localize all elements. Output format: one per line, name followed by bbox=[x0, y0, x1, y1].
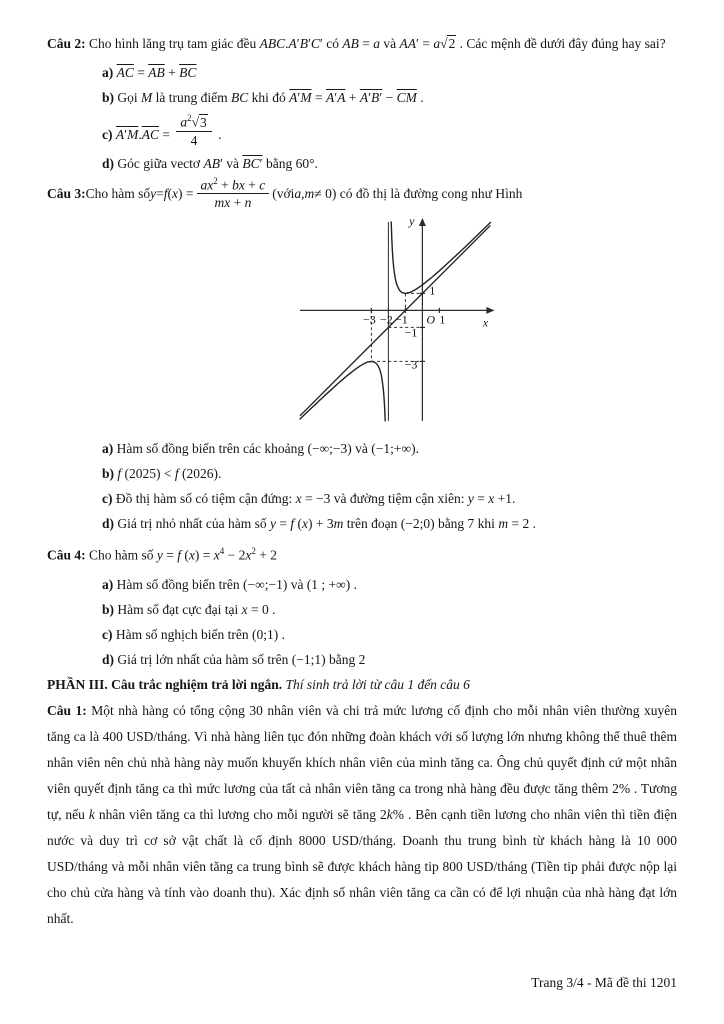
graph-label: x bbox=[482, 315, 489, 330]
page-footer: Trang 3/4 - Mã đề thi 1201 bbox=[531, 975, 677, 990]
graph-label: −3 bbox=[363, 312, 376, 327]
q4-statement-a: a) Hàm số đồng biến trên (−∞;−1) và (1 ; +∞) . bbox=[102, 576, 358, 592]
question-3-intro: Câu 3: Cho hàm số y = f ( x ) = $\frac{ax^2 + bx + c}{mx + n}$ (với a , m ≠ 0) có đồ thị là đường cong như Hình bbox=[47, 175, 523, 211]
q4-statement-d: d) Giá trị lớn nhất của hàm số trên (−1;1) bằng 2 bbox=[102, 651, 366, 667]
upper-branch bbox=[391, 222, 490, 293]
graph-label: −2 bbox=[380, 312, 393, 327]
graph-label: 1 bbox=[439, 312, 446, 327]
q3-statement-d: d) Giá trị nhỏ nhất của hàm số y = f (x) + 3m trên đoạn (−2;0) bằng 7 khi m = 2 . bbox=[102, 516, 536, 532]
question-4-statements bbox=[47, 572, 677, 672]
question-3-statements bbox=[47, 436, 677, 536]
q3-statement-b: b) f (2025) < f (2026). bbox=[102, 466, 222, 482]
lower-branch bbox=[300, 362, 385, 422]
graph-label: y bbox=[409, 215, 415, 229]
question-1-word-problem: Câu 1: Một nhà hàng có tổng cộng 30 nhân viên và chi trả mức lương cố định cho mỗi nhân viên thường xuyên tăng ca là 400 USD/tháng. Vì nhà hàng liên tục đón những đoàn khách với số lượng lớn nhưng không thể thuê thêm nhân viên nên chủ nhà hàng này muốn khuyến khích nhân viên của mình tăng ca. Ông chủ quyết định cứ một nhân viên quyết định tăng ca thì mức lương của tất cả nhân viên tăng ca trong nhà hàng đều được tăng thêm 2% . Tương tự, nếu k nhân viên tăng ca thì lương cho mỗi người sẽ tăng 2k% . Bên cạnh tiền lương cho nhân viên thì tiền điện nước và duy trì cơ sở vật chất là cố định 8000 USD/tháng. Doanh thu trung bình từ khách hàng là 10 000 USD/tháng và mỗi nhân viên tăng ca trung bình sẽ được khách hàng tip 800 USD/tháng (Tiền tip phải được nộp lại cho chủ cửa hàng và tính vào doanh thu). Xác định số nhân viên tăng ca cần có để lợi nhuận của nhà hàng đạt lớn nhất. bbox=[47, 702, 678, 926]
part-3-header: PHẦN III. Câu trắc nghiệm trả lời ngắn. Thí sinh trả lời từ câu 1 đến câu 6 bbox=[47, 676, 470, 692]
q4-statement-b: b) Hàm số đạt cực đại tại x = 0 . bbox=[102, 601, 276, 617]
x-axis-arrow bbox=[486, 307, 494, 314]
question-4-intro: Câu 4: Cho hàm số y = f $(x) = x^4 - 2x^2 + 2$ bbox=[47, 546, 278, 563]
q4-statement-c: c) Hàm số nghịch biến trên (0;1) . bbox=[102, 626, 285, 642]
graph-label: −1 bbox=[395, 312, 408, 327]
q2-statement-d: d) Góc giữa vectơ AB′ và BC′ bằng 60°. bbox=[102, 155, 318, 171]
q2-statement-c: c) $A'M.\overline{AC}$ = $\frac{a^2√3}{4}$ . bbox=[102, 113, 222, 148]
graph-label: −3 bbox=[404, 357, 418, 372]
graph-label: −1 bbox=[404, 325, 418, 340]
graph-label: 1 bbox=[429, 283, 436, 298]
y-axis-arrow bbox=[419, 218, 426, 226]
question-2-statements bbox=[47, 60, 677, 176]
q3-statement-a: a) Hàm số đồng biến trên các khoảng (−∞;−3) và (−1;+∞). bbox=[102, 441, 419, 457]
question-2-intro: Câu 2: Cho hình lăng trụ tam giác đều ABC.A′B′C′ có AB = a và AA′ = a√2 . Các mệnh đề dưới đây đúng hay sai? bbox=[47, 36, 666, 51]
q2-statement-a: a) $\overline{AC} = \overline{AB} + \overline{BC}$ bbox=[102, 65, 197, 80]
q2-statement-b: b) Gọi M là trung điểm BC khi đó $A'M = A'A + A'B' - \overline{CM}$ . bbox=[102, 90, 424, 105]
graph-label: O bbox=[426, 312, 436, 327]
function-graph bbox=[291, 215, 499, 428]
function-graph-figure bbox=[291, 215, 500, 432]
q3-statement-c: c) Đồ thị hàm số có tiệm cận đứng: x = −3 và đường tiệm cận xiên: y = x +1. bbox=[102, 491, 516, 507]
